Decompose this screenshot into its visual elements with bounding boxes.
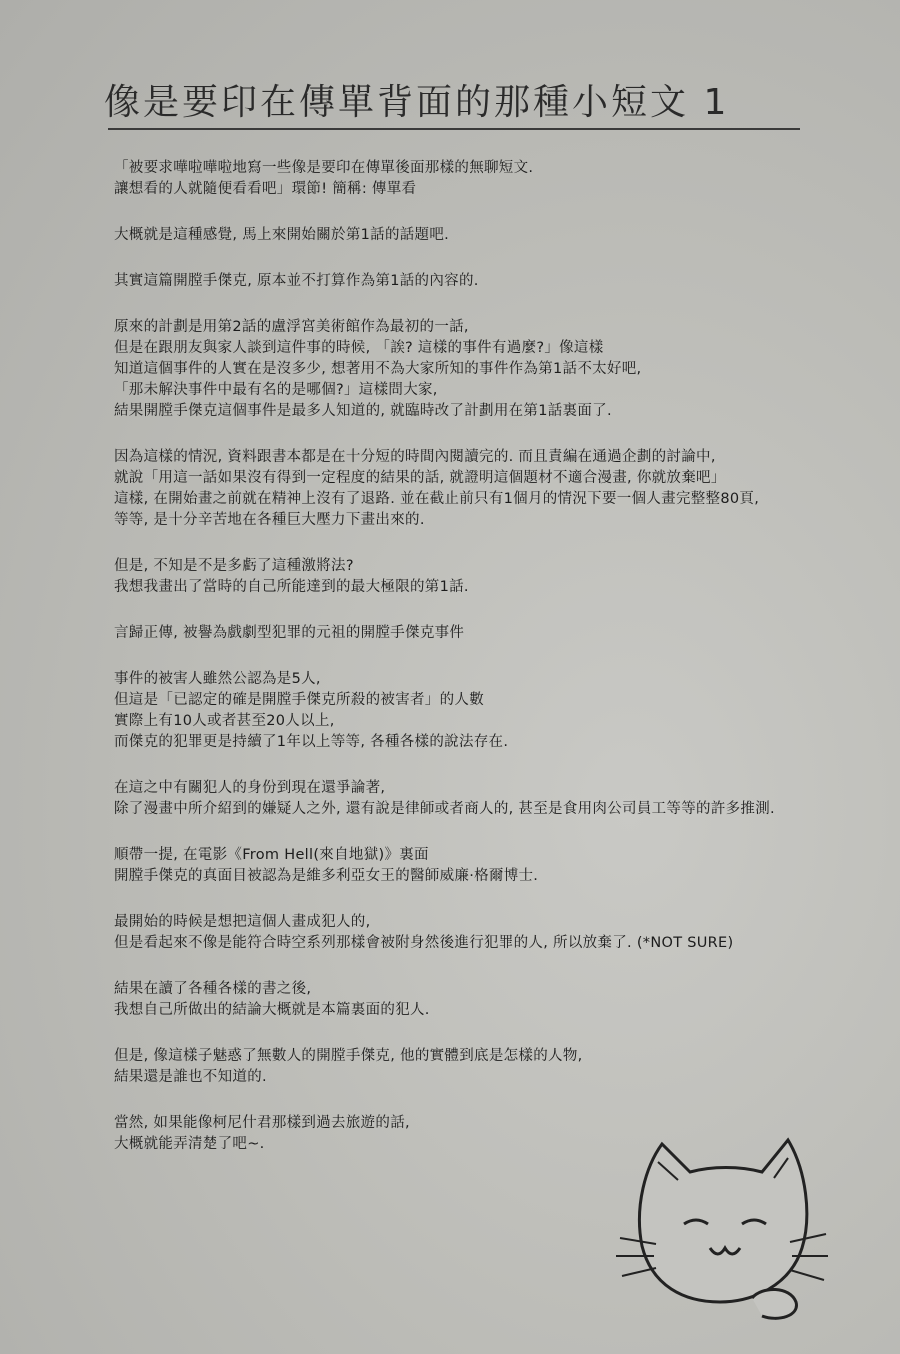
paragraph bbox=[114, 623, 814, 644]
text-line: 但是, 像這樣子魅惑了無數人的開膛手傑克, 他的實體到底是怎樣的人物, bbox=[114, 1048, 583, 1064]
text-line: 開膛手傑克的真面目被認為是維多利亞女王的醫師威廉·格爾博士. bbox=[114, 868, 539, 884]
text-line: 但是, 不知是不是多虧了這種激將法? bbox=[114, 558, 354, 574]
text-line: 除了漫畫中所介紹到的嫌疑人之外, 還有說是律師或者商人的, 甚至是食用肉公司員工等等的許多推測. bbox=[114, 801, 775, 817]
text-line: 結果在讀了各種各樣的書之後, bbox=[114, 981, 312, 997]
text-line: 大概就是這種感覺, 馬上來開始關於第1話的話題吧. bbox=[114, 227, 450, 243]
text-line: 這樣, 在開始畫之前就在精神上沒有了退路. 並在截止前只有1個月的情況下要一個人畫完整整80頁, bbox=[114, 491, 760, 507]
text-line: 實際上有10人或者甚至20人以上, bbox=[114, 713, 335, 729]
paragraph bbox=[114, 845, 814, 887]
paragraph bbox=[114, 556, 814, 598]
text-line: 在這之中有關犯人的身份到現在還爭論著, bbox=[114, 780, 386, 796]
text-line: 但是在跟朋友與家人談到這件事的時候, 「誒? 這樣的事件有過麼?」像這樣 bbox=[114, 340, 604, 356]
text-line: 原來的計劃是用第2話的盧浮宮美術館作為最初的一話, bbox=[114, 319, 469, 335]
text-line: 其實這篇開膛手傑克, 原本並不打算作為第1話的內容的. bbox=[114, 273, 479, 289]
text-line: 因為這樣的情況, 資料跟書本都是在十分短的時間內閱讀完的. 而且責編在通過企劃的討論中, bbox=[114, 449, 716, 465]
text-line: 順帶一提, 在電影《From Hell(來自地獄)》裏面 bbox=[114, 847, 429, 863]
cat-doodle-icon bbox=[612, 1126, 832, 1326]
text-line: 結果開膛手傑克這個事件是最多人知道的, 就臨時改了計劃用在第1話裏面了. bbox=[114, 403, 612, 419]
text-line: 就說「用這一話如果沒有得到一定程度的結果的話, 就證明這個題材不適合漫畫, 你就放棄吧」 bbox=[114, 470, 726, 486]
text-line: 事件的被害人雖然公認為是5人, bbox=[114, 671, 321, 687]
paragraph bbox=[114, 979, 814, 1021]
text-line: 「那未解決事件中最有名的是哪個?」這樣問大家, bbox=[114, 382, 438, 398]
text-line: 「被要求嘩啦嘩啦地寫一些像是要印在傳單後面那樣的無聊短文. bbox=[114, 160, 534, 176]
paragraph bbox=[114, 271, 814, 292]
text-line: 當然, 如果能像柯尼什君那樣到過去旅遊的話, bbox=[114, 1115, 410, 1131]
paragraph bbox=[114, 447, 814, 531]
text-line: 最開始的時候是想把這個人畫成犯人的, bbox=[114, 914, 371, 930]
text-line: 讓想看的人就隨便看看吧」環節! 簡稱: 傳單看 bbox=[114, 181, 417, 197]
text-line: 結果還是誰也不知道的. bbox=[114, 1069, 267, 1085]
paragraph bbox=[114, 912, 814, 954]
text-line: 我想自己所做出的結論大概就是本篇裏面的犯人. bbox=[114, 1002, 430, 1018]
paragraph bbox=[114, 225, 814, 246]
text-line: 言歸正傳, 被譽為戲劇型犯罪的元祖的開膛手傑克事件 bbox=[114, 625, 465, 641]
page-title: 像是要印在傳單背面的那種小短文 1 bbox=[104, 82, 730, 123]
paragraph bbox=[114, 669, 814, 753]
paragraph bbox=[114, 1046, 814, 1088]
text-line: 大概就能弄清楚了吧~. bbox=[114, 1136, 265, 1152]
text-line: 但這是「已認定的確是開膛手傑克所殺的被害者」的人數 bbox=[114, 692, 484, 708]
text-line: 等等, 是十分辛苦地在各種巨大壓力下畫出來的. bbox=[114, 512, 425, 528]
title-divider bbox=[108, 128, 800, 130]
body-text bbox=[114, 158, 814, 1180]
paragraph bbox=[114, 317, 814, 422]
text-line: 而傑克的犯罪更是持續了1年以上等等, 各種各樣的說法存在. bbox=[114, 734, 509, 750]
text-line: 知道這個事件的人實在是沒多少, 想著用不為大家所知的事件作為第1話不太好吧, bbox=[114, 361, 642, 377]
paragraph bbox=[114, 158, 814, 200]
paragraph bbox=[114, 778, 814, 820]
text-line: 我想我畫出了當時的自己所能達到的最大極限的第1話. bbox=[114, 579, 469, 595]
text-line: 但是看起來不像是能符合時空系列那樣會被附身然後進行犯罪的人, 所以放棄了. (*NOT SURE) bbox=[114, 935, 734, 951]
